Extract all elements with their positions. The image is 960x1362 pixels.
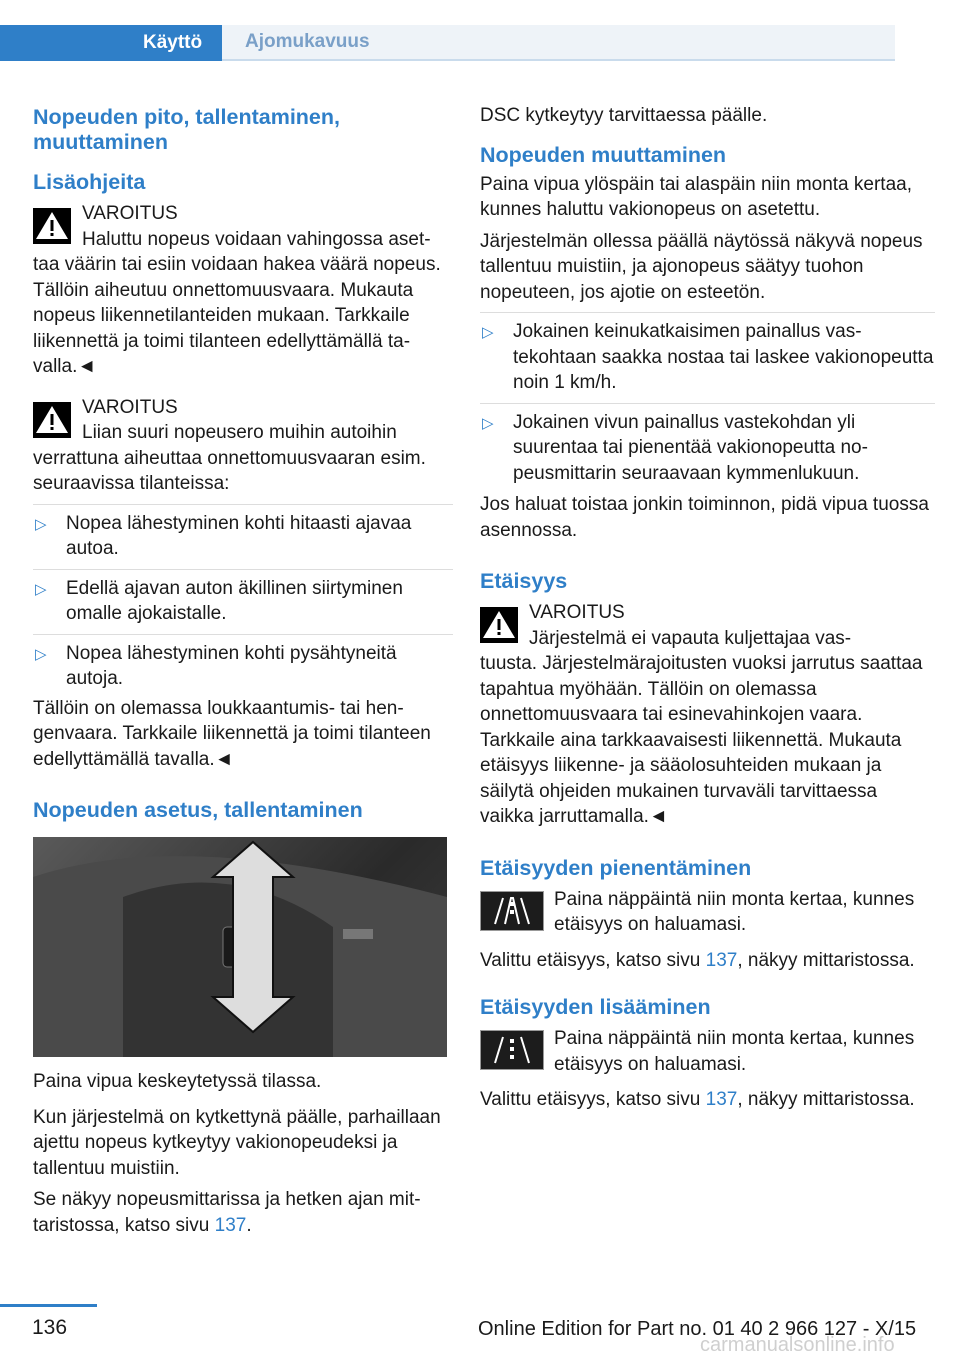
text: Valittu etäisyys, katso sivu bbox=[480, 1089, 706, 1110]
triangle-bullet-icon: ▷ bbox=[35, 580, 47, 598]
right-column bbox=[480, 100, 935, 1113]
list-item-text: Jokainen vivun painallus vastekohdan yli suurentaa tai pienentää vakionopeutta nopeusmittarin seuraavaan kymmenlukuun. bbox=[513, 411, 868, 484]
tab-ajomukavuus[interactable] bbox=[222, 25, 895, 61]
list-item-text: Jokainen keinukatkaisimen painallus vastekohtaan saakka nostaa tai laskee vakionopeutta noin 1 km/h. bbox=[513, 321, 934, 393]
list-item bbox=[33, 641, 453, 692]
divider bbox=[33, 569, 453, 570]
text: Se näkyy nopeusmittarissa ja hetken ajan mittaristossa, katso sivu bbox=[33, 1189, 421, 1236]
warning-block-1 bbox=[33, 201, 453, 380]
warning-icon bbox=[33, 402, 71, 438]
divider bbox=[480, 403, 935, 404]
text: , näkyy mittaristossa. bbox=[737, 1089, 915, 1110]
list-item-text: Nopea lähestyminen kohti pysähtyneitä autoja. bbox=[66, 642, 397, 689]
warning-block-3 bbox=[480, 600, 935, 830]
heading-etaisyyden-lisaaminen: Etäisyyden lisääminen bbox=[480, 995, 711, 1019]
warning-text: verrattuna aiheuttaa onnettomuusvaaran esim. seuraavissa tilanteissa: bbox=[33, 447, 426, 494]
photo-caption: Paina vipua keskeytetyssä tilassa. bbox=[33, 1071, 322, 1092]
section-title: Nopeuden pito, tallentaminen, muuttaminen bbox=[33, 105, 340, 154]
increase-instruction bbox=[480, 1026, 935, 1077]
triangle-bullet-icon: ▷ bbox=[35, 645, 47, 663]
watermark: carmanualsonline.info bbox=[700, 1334, 895, 1356]
chapter-tabs bbox=[0, 25, 895, 61]
warning-text-first-line: Järjestelmä ei vapauta kuljettajaa vas- bbox=[529, 627, 852, 649]
tab-ajomukavuus-label: Ajomukavuus bbox=[245, 31, 370, 52]
warning-consequence-text: Tällöin on olemassa loukkaantumis- tai hengenvaara. Tarkkaile liikennettä ja toimi tilanteen edellyttämällä tavalla.◄ bbox=[33, 697, 431, 770]
distance-increase-button-icon bbox=[480, 1030, 544, 1070]
warning-text-first-line: Liian suuri nopeusero muihin autoihin bbox=[82, 422, 397, 443]
text: . bbox=[246, 1214, 252, 1236]
page-link[interactable]: 137 bbox=[705, 949, 738, 971]
distance-decrease-button-icon bbox=[480, 891, 544, 931]
warning-text: taa väärin tai esiin voidaan hakea väärä nopeus. Tällöin aiheutuu onnettomuusvaara. Mukauta nopeus liikennetilanteiden mukaan. Tarkkaile liikennettä ja toimi tilanteen edellyttämällä tavalla.◄ bbox=[33, 254, 441, 377]
triangle-bullet-icon: ▷ bbox=[482, 414, 494, 432]
divider bbox=[33, 504, 453, 505]
list-item bbox=[33, 576, 453, 627]
triangle-bullet-icon: ▷ bbox=[35, 515, 47, 533]
paragraph bbox=[480, 948, 935, 974]
warning-label: VAROITUS bbox=[529, 602, 625, 623]
warning-block-2 bbox=[33, 395, 453, 497]
heading-etaisyys: Etäisyys bbox=[480, 569, 568, 593]
paragraph: Kun järjestelmä on kytkettynä päälle, parhaillaan ajettu nopeus kytkeytyy vakionopeudeksi ja tallentuu muistiin. bbox=[33, 1106, 441, 1179]
warning-icon bbox=[480, 607, 518, 643]
instruction-text: Paina näppäintä niin monta kertaa, kunnes etäisyys on haluamasi. bbox=[554, 1028, 915, 1075]
footer-accent-line bbox=[0, 1304, 97, 1307]
warning-text: tuusta. Järjestelmärajoitusten vuoksi jarrutus saattaa tapahtua myöhään. Tällöin on olemassa onnettomuusvaara tai esinevahinkojen vaara. Tarkkaile aina tarkkaavaisesti liikennettä. Mukauta etäisyys liikenne- ja sääolosuhteiden mukaan ja säilytä ohjeiden mukainen turvaväli tarvittaessa vaikka jarruttamalla.◄ bbox=[480, 653, 923, 827]
heading-lisaohjeita: Lisäohjeita bbox=[33, 170, 146, 194]
edition-note: Online Edition for Part no. 01 40 2 966 127 - X/15 bbox=[478, 1318, 917, 1340]
paragraph: DSC kytkeytyy tarvittaessa päälle. bbox=[480, 105, 768, 126]
paragraph: Paina vipua ylöspäin tai alaspäin niin monta kertaa, kunnes haluttu vakionopeus on asetettu. bbox=[480, 173, 912, 220]
paragraph: Jos haluat toistaa jonkin toiminnon, pidä vipua tuossa asennossa. bbox=[480, 494, 929, 541]
heading-nopeuden-muuttaminen: Nopeuden muuttaminen bbox=[480, 142, 727, 167]
text: , näkyy mittaristossa. bbox=[737, 949, 915, 971]
page-link[interactable]: 137 bbox=[705, 1089, 738, 1110]
paragraph bbox=[33, 1187, 453, 1238]
list-item-text: Nopea lähestyminen kohti hitaasti ajavaa autoa. bbox=[66, 512, 412, 559]
list-item bbox=[480, 410, 935, 487]
steering-wheel-lever-photo bbox=[33, 837, 447, 1057]
list-item bbox=[33, 511, 453, 562]
triangle-bullet-icon: ▷ bbox=[482, 324, 494, 341]
page-link[interactable]: 137 bbox=[214, 1214, 247, 1236]
warning-icon bbox=[33, 208, 71, 244]
warning-text-first-line: Haluttu nopeus voidaan vahingossa aset- bbox=[82, 228, 431, 250]
warning-label: VAROITUS bbox=[82, 203, 178, 224]
heading-nopeuden-asetus: Nopeuden asetus, tallentaminen bbox=[33, 798, 363, 822]
heading-etaisyyden-pienentaminen: Etäisyyden pienentäminen bbox=[480, 855, 752, 880]
paragraph bbox=[480, 1087, 935, 1113]
instruction-text: Paina näppäintä niin monta kertaa, kunnes etäisyys on haluamasi. bbox=[554, 888, 915, 935]
text: Valittu etäisyys, katso sivu bbox=[480, 949, 706, 971]
page-number: 136 bbox=[32, 1316, 68, 1339]
list-item-text: Edellä ajavan auton äkillinen siirtyminen omalle ajokaistalle. bbox=[66, 577, 403, 624]
warning-label: VAROITUS bbox=[82, 396, 178, 418]
divider bbox=[33, 634, 453, 635]
decrease-instruction bbox=[480, 887, 935, 938]
left-column bbox=[33, 100, 453, 1238]
divider bbox=[480, 312, 935, 313]
tab-kaytto[interactable]: Käyttö bbox=[0, 25, 222, 61]
paragraph: Järjestelmän ollessa päällä näytössä näkyvä nopeus tallentuu muistiin, ja ajonopeus säätyy tuohon nopeuteen, jos ajotie on esteetön. bbox=[480, 230, 923, 303]
list-item bbox=[480, 319, 935, 396]
